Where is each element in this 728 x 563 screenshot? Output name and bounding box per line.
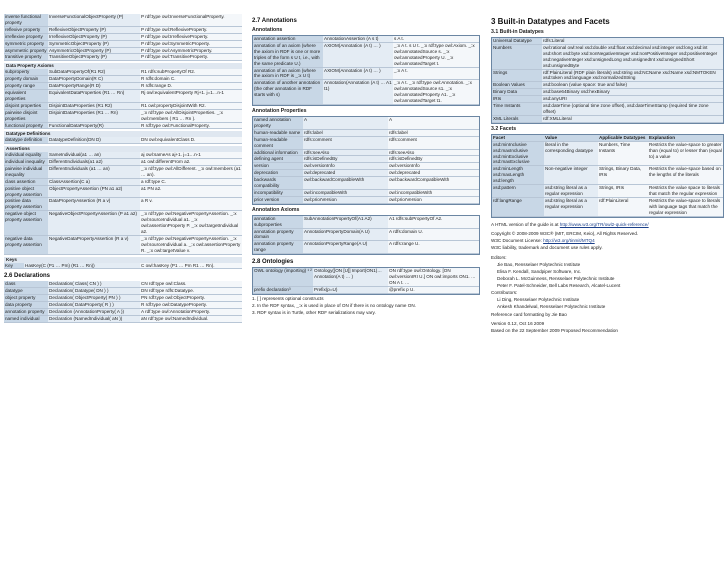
annotation-axiom-row xyxy=(253,241,479,254)
datatype-definition-row-cell-2: DN owl:equivalentClass D. xyxy=(140,137,242,143)
annotation-axiom-row-cell-2: A rdfs:range U. xyxy=(388,241,479,254)
data-property-row-cell-1: DisjointDataProperties (R1 … Rn) xyxy=(48,109,140,122)
data-property-row-cell-0: functional property xyxy=(4,122,48,129)
facet-row xyxy=(492,185,723,198)
assertion-row-cell-0: negative data property assertion xyxy=(4,235,48,254)
annotation-property-row-cell-2: rdfs:isDefinedBy xyxy=(388,156,479,163)
copyright: Copyright © 2008-2009 W3C® (MIT, ERCIM, Keio), All Rights Reserved. xyxy=(491,231,639,237)
annotation-property-row xyxy=(253,196,479,203)
assertion-row xyxy=(4,198,242,211)
object-property-row-cell-0: transitive property xyxy=(4,54,48,61)
facets-title: 3.2 Facets xyxy=(491,125,517,132)
object-property-row-cell-1: TransitiveObjectProperty (P) xyxy=(48,54,140,61)
annotation-row-cell-0: annotation of an axiom (where the axiom in RDF is _:x U t) xyxy=(253,67,323,80)
data-property-row xyxy=(4,83,242,90)
declaration-row-cell-0: annotation property xyxy=(4,309,48,316)
object-property-row xyxy=(4,14,242,26)
facet-row-cell-1: Non-negative integer xyxy=(544,166,598,185)
datatype-definitions-heading: Datatype Definitions xyxy=(4,131,242,137)
declaration-row-cell-1: Declaration (NamedIndividual( aN )) xyxy=(48,315,140,322)
license-note xyxy=(491,238,724,244)
object-property-row-cell-0: asymmetric property xyxy=(5,47,47,53)
facet-row-cell-3: Restricts the value-space to greater than (equal to) or lesser than (equal to) a value xyxy=(648,141,723,166)
annotation-property-row-cell-0: deprecation xyxy=(253,170,303,177)
declaration-row-cell-1: Declaration( ObjectProperty( PN ) ) xyxy=(48,295,140,302)
ontology-row-cell-1: Ontology([ON [U]] Import(ON1)… Annotation(A t) … ) xyxy=(313,268,388,286)
annotation-axiom-row xyxy=(253,216,479,228)
annotation-property-row-cell-1: owl:versionInfo xyxy=(303,163,388,170)
object-property-row-cell-0: inverse functional property xyxy=(4,14,48,26)
assertion-row-cell-0: negative object property assertion xyxy=(4,211,48,236)
datatype-row-cell-1: rdfs:Literal xyxy=(542,38,723,44)
data-property-row-cell-0: pairwise disjoint properties xyxy=(4,109,48,122)
object-property-row xyxy=(4,54,242,61)
assertion-row xyxy=(4,165,242,178)
html-version-link[interactable]: http://www.w3.org/TR/owl2-quick-reference/ xyxy=(559,221,649,227)
facet-row-cell-3: Restricts the value-space to literals with language tags that match the regular expression xyxy=(648,197,723,216)
annotation-property-row-cell-2: rdfs:label xyxy=(388,129,479,136)
contributor-name: Li Ding, Rensselaer Polytechnic Institute xyxy=(497,296,580,302)
facet-row xyxy=(492,141,723,166)
assertion-row-cell-2: a R v. xyxy=(140,198,242,211)
datatype-row xyxy=(492,89,723,96)
facet-row-cell-2: Strings, IRIs xyxy=(598,185,648,198)
facets-box xyxy=(491,134,724,218)
key-row-cell-1: HasKey(C (P1 … Pm) (R1 … Rn)) xyxy=(24,263,140,269)
annotation-property-row-cell-1: A xyxy=(303,117,388,129)
declaration-row-cell-2: PN rdf:type owl:ObjectProperty. xyxy=(140,295,242,302)
annotation-axioms-table xyxy=(253,216,479,254)
declaration-row-cell-1: Declaration( Datatype( DN ) ) xyxy=(48,288,140,295)
data-property-row xyxy=(4,109,242,122)
builtin-datatypes-table xyxy=(492,38,723,123)
declaration-row xyxy=(4,302,242,309)
annotations-box xyxy=(252,35,480,106)
assertion-row-cell-1: DataPropertyAssertion (R a v) xyxy=(48,198,140,211)
ontology-row-cell-2: ON rdf:type owl:Ontology. [ON owl:versionIRI U.] ON owl:imports ON1. … ON A t. … xyxy=(388,268,479,286)
assertion-row-cell-2: a1 owl:differentFrom a2. xyxy=(140,159,242,166)
annotation-property-row xyxy=(253,136,479,149)
assertion-row-cell-0: class assertion xyxy=(4,178,48,185)
annotations-label: Annotations xyxy=(252,27,283,33)
annotation-property-row-cell-1: owl:backwardCompatibleWith xyxy=(303,177,388,190)
html-version-prefix: A HTML version of the guide is at xyxy=(491,221,559,227)
datatype-definition-row-cell-1: DatatypeDefinition(DN D) xyxy=(48,137,140,143)
facets-header-explanation: Explanation xyxy=(648,135,723,141)
datatype-definition-row-cell-0: datatype definition xyxy=(4,137,48,143)
assertion-row-cell-1: NegativeDataPropertyAssertion (R a v) xyxy=(48,235,140,254)
data-property-row-cell-0: disjoint properties xyxy=(4,102,48,109)
facet-row-cell-0: xsd:minLength xsd:maxLength xsd:length xyxy=(492,166,544,185)
object-property-row-cell-2: P rdf:type owl:TransitiveProperty. xyxy=(140,54,242,61)
assertion-row-cell-2: _:x rdf:type owl:AllDifferent. _:x owl:members (a1 … an). xyxy=(141,165,241,177)
annotation-row-cell-2: s A t. xyxy=(393,36,479,42)
facet-row xyxy=(492,197,723,216)
annotation-property-row-cell-1: rdfs:seeAlso xyxy=(303,149,388,156)
keys-heading: Keys xyxy=(4,257,242,263)
annotation-axioms-box xyxy=(252,215,480,255)
annotation-property-row-cell-0: prior version xyxy=(253,196,303,203)
editor-name: Elisa F. Kendall, Sandpiper Software, Inc. xyxy=(497,269,582,274)
datatype-row-cell-0: Numbers xyxy=(492,44,542,69)
data-property-axioms-heading: Data Property Axioms xyxy=(4,63,242,69)
ontology-row-cell-2: @prefix p U. xyxy=(388,286,479,293)
annotation-property-row-cell-2: owl:incompatibleWith xyxy=(388,189,479,196)
datatype-row-cell-0: Universal Datatype xyxy=(492,38,542,44)
facet-row xyxy=(492,166,723,185)
annotation-property-row-cell-1: rdfs:comment xyxy=(303,136,388,149)
data-property-row-cell-2: Rj owl:equivalentProperty Rj+1. j=1…n-1 xyxy=(140,89,242,102)
annotations-table xyxy=(253,36,479,105)
data-property-row-cell-1: DisjointDataProperties (R1 R2) xyxy=(48,102,140,109)
annotation-axiom-row-cell-2: A rdfs:domain U. xyxy=(388,228,479,241)
editors-label: Editors: xyxy=(491,255,507,261)
assertion-row-cell-1: DifferentIndividuals (a1 … an) xyxy=(48,165,140,178)
assertion-row xyxy=(4,178,242,185)
ontologies-section-title: 2.8 Ontologies xyxy=(252,259,294,266)
annotation-axioms-title: Annotation Axioms xyxy=(252,206,300,213)
ontologies-table xyxy=(253,268,479,294)
annotation-property-row-cell-0: human-readable comment xyxy=(253,136,303,149)
datatype-row xyxy=(492,103,723,116)
object-property-row xyxy=(4,26,242,33)
annotation-row xyxy=(253,67,479,80)
declaration-row-cell-1: Declaration( Class( CN ) ) xyxy=(48,281,140,287)
key-row-cell-2: C owl:hasKey (P1 … Pm R1 … Rn). xyxy=(140,263,242,269)
facet-row-cell-0: rdf:langRange xyxy=(492,197,544,216)
datatype-row xyxy=(492,44,723,69)
datatype-row-cell-0: IRIs xyxy=(492,96,542,103)
annotation-axiom-row-cell-0: annotation property range xyxy=(253,241,303,254)
facet-row-cell-3: Restricts the value space to literals that match the regular expression xyxy=(648,185,723,198)
contributor-name: Ankesh Khandelwal, Rensselaer Polytechnic Institute xyxy=(497,303,606,309)
reference-card-credit: Reference card formatting by Jie Bao xyxy=(491,312,567,318)
object-property-row-cell-2: P rdf:type owl:IrreflexiveProperty. xyxy=(140,33,242,40)
declarations-table xyxy=(4,281,242,322)
object-property-row xyxy=(4,47,242,54)
facet-row-cell-0: xsd:pattern xyxy=(492,185,544,198)
annotation-axiom-row-cell-1: AnnotationPropertyRange(A U) xyxy=(303,241,388,254)
annotation-axiom-row-cell-1: AnnotationPropertyDomain(A U) xyxy=(303,228,388,241)
facets-header-value: Value xyxy=(544,135,598,141)
facet-row-cell-3: Restricts the value-space based on the lengths of the literals xyxy=(648,166,723,185)
declaration-row xyxy=(4,315,242,322)
datatype-row-cell-1: rdf:PlainLiteral (RDF plain literals) xsd:string xsd:NCName xsd:Name xsd:NMTOKEN xsd:token xsd:language xsd:normalizedString xyxy=(542,69,723,82)
ontologies-box xyxy=(252,267,480,295)
declaration-row-cell-1: Declaration (AnnotationProperty( A )) xyxy=(48,309,140,316)
liability-note: W3C liability, trademark and document use rules apply. xyxy=(491,245,603,251)
assertion-row-cell-0: individual equality xyxy=(4,152,48,158)
assertion-row xyxy=(4,235,242,254)
data-property-row-cell-1: DataPropertyRange(R D) xyxy=(48,83,140,90)
annotation-property-row-cell-2: A xyxy=(388,117,479,129)
data-property-row-cell-0: property domain xyxy=(4,76,48,83)
annotation-property-row-cell-1: owl:incompatibleWith xyxy=(303,189,388,196)
facet-row-cell-0: xsd:minInclusive xsd:maxInclusive xsd:minExclusive xsd:maxExclusive xyxy=(492,141,544,166)
annotation-property-row-cell-1: rdfs:isDefinedBy xyxy=(303,156,388,163)
data-property-row-cell-2: _:x rdf:type owl:AllDisjointProperties. _:x owl:members ( R1 … Rn ). xyxy=(140,109,242,122)
facet-row-cell-1: literal in the corresponding datatype xyxy=(544,141,598,166)
object-property-row xyxy=(4,40,242,47)
editor-name: Deborah L. McGuinness, Rensselaer Polytechnic Institute xyxy=(497,275,615,281)
annotation-row xyxy=(253,80,479,105)
contributors-list xyxy=(491,297,724,310)
object-property-row-cell-2: P rdf:type owl:InverseFunctionalProperty. xyxy=(140,14,242,26)
object-property-row xyxy=(4,33,242,40)
ontology-row-cell-0: prefix declaration³ xyxy=(253,286,313,293)
datatype-row-cell-1: xsd:boolean (value space: true and false) xyxy=(542,82,723,89)
annotation-axiom-row-cell-0: annotation subproperties xyxy=(253,216,303,228)
object-property-row-cell-1: ReflexiveObjectProperty (P) xyxy=(48,26,140,33)
builtin-datatypes-title: 3.1 Built-in Datatypes xyxy=(491,29,544,35)
datatype-definitions-table xyxy=(4,137,242,144)
assertion-row-cell-0: pairwise individual inequality xyxy=(4,165,48,178)
data-property-row-cell-2: R rdfs:domain C. xyxy=(140,76,242,83)
assertions-heading: Assertions xyxy=(4,146,242,152)
object-property-row-cell-2: P rdf:type owl:AsymmetricProperty. xyxy=(140,47,242,54)
annotation-properties-table xyxy=(253,117,479,204)
data-property-row-cell-0: subproperty xyxy=(4,69,48,75)
data-property-row-cell-1: EquivalentDataProperties (R1 … Rn) xyxy=(48,89,140,102)
column-3 xyxy=(491,14,724,335)
data-property-axioms-table xyxy=(4,69,242,129)
annotation-property-row xyxy=(253,170,479,177)
data-property-row-cell-1: FunctionalDataProperty(R) xyxy=(48,122,140,129)
assertion-row-cell-2: _:x rdf:type owl:NegativePropertyAssertion. _:x owl:sourceIndividual a1. _:x owl:assertionProperty P. _:x owl:targetIndividual a2. xyxy=(140,211,242,236)
object-property-row-cell-1: IrreflexiveObjectProperty (P) xyxy=(48,33,140,40)
assertion-row-cell-2: a1 PN a2. xyxy=(140,185,242,198)
datatype-row xyxy=(492,115,723,122)
declaration-row-cell-0: datatype xyxy=(4,288,48,295)
key-row xyxy=(4,263,242,269)
assertion-row xyxy=(4,159,242,166)
assertion-row-cell-0: individual inequality xyxy=(4,159,48,166)
datatype-row-cell-0: XML Literals xyxy=(492,115,542,122)
based-on-note: Based on the 22 September 2009 Proposed Recommendation xyxy=(491,328,618,334)
annotation-row-cell-1: AnnotationAssertion (A s t) xyxy=(323,36,393,42)
assertion-row xyxy=(4,211,242,236)
object-property-row-cell-0: reflexive property xyxy=(4,26,48,33)
declarations-title: 2.6 Declarations xyxy=(4,273,51,280)
annotation-axiom-row xyxy=(253,228,479,241)
assertion-row xyxy=(4,185,242,198)
declaration-row-cell-0: data property xyxy=(4,302,48,309)
datatype-row-cell-0: Binary Data xyxy=(492,89,542,96)
data-property-row-cell-1: SubDataPropertyOf(R1 R2) xyxy=(48,69,140,75)
declaration-row-cell-2: R rdf:type owl:DatatypeProperty. xyxy=(140,302,242,309)
annotation-row-cell-2: _:x A t. s U t. _:x rdf:type owl:Axiom. _:x owl:annotatedSource s. _:x owl:annotatedProperty U. _:x owl:annotatedTarget t. xyxy=(393,42,479,67)
datatype-row-cell-1: xsd:dateTime (optional time zone offset), xsd:dateTimeStamp (required time zone offset) xyxy=(542,103,723,116)
declaration-row-cell-1: Declaration( DataProperty( R ) ) xyxy=(48,302,140,309)
declaration-row-cell-0: named individual xyxy=(4,315,48,322)
object-property-row-cell-2: P rdf:type owl:ReflexiveProperty. xyxy=(140,26,242,33)
assertion-row-cell-1: DifferentIndividuals(a1 a2) xyxy=(48,159,140,166)
annotation-property-row-cell-2: owl:versionInfo xyxy=(388,163,479,170)
ontology-row xyxy=(253,268,479,286)
assertion-row-cell-2: aj owl:sameAs aj+1. j=1…n-1 xyxy=(140,152,242,158)
assertions-table xyxy=(4,152,242,255)
declaration-row xyxy=(4,295,242,302)
license-link[interactable]: http://w3.org/tinmit/MTQ4 xyxy=(543,238,595,244)
editors-list xyxy=(491,262,724,289)
annotation-row-cell-2: _:x A t. _:x rdf:type owl:Annotation. _:x owl:annotatedSource s1. _:x owl:annotatedProperty A1. _:x owl:annotatedTarget t1. xyxy=(393,80,479,105)
datatype-row xyxy=(492,82,723,89)
facet-row-cell-2: rdf:PlainLiteral xyxy=(598,197,648,216)
object-property-characteristics-table xyxy=(4,14,242,61)
annotation-property-row-cell-0: defining agent xyxy=(253,156,303,163)
annotation-property-row xyxy=(253,189,479,196)
assertion-row-cell-2: a rdf:type C. xyxy=(140,178,242,185)
object-property-row-cell-2: P rdf:type owl:SymmetricProperty. xyxy=(140,40,242,47)
annotation-property-row-cell-2: owl:deprecated xyxy=(388,170,479,177)
annotations-section-title: 2.7 Annotations xyxy=(252,18,297,24)
data-property-row xyxy=(4,122,242,129)
datatype-row-cell-1: rdf:XMLLiteral xyxy=(542,115,723,122)
annotation-property-row-cell-0: named annotation property xyxy=(253,117,303,129)
footnotes xyxy=(252,296,480,316)
contributors-label: Contributors: xyxy=(491,289,518,295)
data-property-row xyxy=(4,76,242,83)
annotation-property-row xyxy=(253,177,479,190)
annotation-row-cell-1: Annotation(Annotation (A t) … A1 t1) xyxy=(323,80,393,105)
annotation-property-row-cell-2: owl:priorVersion xyxy=(388,196,479,203)
datatype-definition-row xyxy=(4,137,242,143)
license-prefix: W3C Document License: xyxy=(491,238,542,244)
data-property-row-cell-2: R1 rdfs:subPropertyOf R2. xyxy=(140,69,242,75)
datatype-row-cell-0: Boolean Values xyxy=(492,82,542,89)
annotation-properties-box xyxy=(252,116,480,205)
footnote: 1. [ ] represents optional constructs xyxy=(252,295,324,301)
annotation-property-row-cell-2: rdfs:seeAlso xyxy=(388,149,479,156)
data-property-row xyxy=(4,89,242,102)
column-1 xyxy=(4,14,242,323)
facet-row-cell-1: xsd:string literal as a regular expression xyxy=(544,197,598,216)
data-property-row-cell-0: equivalent properties xyxy=(4,89,48,102)
footnote: 2. In the RDF syntax, _:x is used in place of ON if there is no ontology name ON. xyxy=(252,302,416,308)
facets-header-facet: Facet xyxy=(492,135,544,141)
annotation-axiom-row-cell-2: A1 rdfs:subPropertyOf A2. xyxy=(388,216,479,228)
data-property-row xyxy=(4,102,242,109)
declaration-row-cell-0: class xyxy=(4,281,48,287)
annotation-property-row-cell-1: owl:deprecated xyxy=(303,170,388,177)
keys-table xyxy=(4,263,242,270)
facet-row-cell-2: Numbers, Time Instants xyxy=(598,141,648,166)
annotation-property-row-cell-2: owl:backwardCompatibleWith xyxy=(388,177,479,190)
ontology-row-cell-0: OWL ontology (importing) ¹ ² xyxy=(253,268,313,286)
datatype-row-cell-0: Time Instants xyxy=(492,103,542,116)
object-property-row-cell-1: InverseFunctionalObjectProperty (P) xyxy=(48,14,140,26)
annotation-property-row-cell-0: incompatibility xyxy=(253,189,303,196)
declaration-row xyxy=(4,309,242,316)
annotation-axiom-row-cell-1: SubAnnotationPropertyOf(A1 A2) xyxy=(303,216,388,228)
annotation-property-row xyxy=(253,149,479,156)
declaration-row-cell-2: DN rdf:type rdfs:Datatype. xyxy=(140,288,242,295)
editor-name: Jie Bao, Rensselaer Polytechnic Institute xyxy=(497,262,581,268)
assertion-row-cell-0: positive data property assertion xyxy=(4,198,48,211)
facets-header-datatypes: Applicable Datatypes xyxy=(598,135,648,141)
datatype-row-cell-0: Strings xyxy=(492,69,542,82)
annotation-property-row-cell-0: human-readable name xyxy=(253,129,303,136)
datatype-row xyxy=(492,96,723,103)
data-property-row-cell-2: R1 owl:propertyDisjointWith R2. xyxy=(140,102,242,109)
annotation-axiom-row-cell-0: annotation property domain xyxy=(253,228,303,241)
assertion-row-cell-2: _:x rdf:type owl:NegativePropertyAssertion. _:x owl:sourceIndividual a. _:x owl:assertionProperty R. _:x owl:targetValue v. xyxy=(141,235,241,253)
annotation-row-cell-1: AXIOM(Annotation (A t) … ) xyxy=(323,67,393,80)
declaration-row-cell-2: A rdf:type owl:AnnotationProperty. xyxy=(140,309,242,316)
assertion-row-cell-1: ClassAssertion(C a) xyxy=(48,178,140,185)
declaration-row-cell-0: object property xyxy=(4,295,48,302)
declaration-row xyxy=(4,288,242,295)
annotation-property-row-cell-1: owl:priorVersion xyxy=(303,196,388,203)
facets-table xyxy=(492,135,723,217)
data-property-row-cell-2: R rdfs:range D. xyxy=(140,83,242,90)
footnote: 3. RDF syntax is in Turtle, other RDF serializations may vary. xyxy=(252,309,376,315)
annotation-property-row xyxy=(253,156,479,163)
datatype-row-cell-1: xsd:base64Binary xsd:hexBinary xyxy=(542,89,723,96)
facet-row-cell-1: xsd:string literal as a regular expression xyxy=(544,185,598,198)
annotation-row-cell-2: _:x A t. xyxy=(393,67,479,80)
assertion-row-cell-1: SameIndividual(a1 … an) xyxy=(48,152,140,158)
object-property-row-cell-1: SymmetricObjectProperty (P) xyxy=(48,40,140,47)
column-2 xyxy=(252,14,480,317)
facet-row-cell-2: Strings, Binary Data, IRIs xyxy=(598,166,648,185)
annotation-property-row xyxy=(253,117,479,129)
declaration-row-cell-2: aN rdf:type owl:NamedIndividual. xyxy=(140,315,242,322)
data-property-row-cell-0: property range xyxy=(4,83,48,90)
version-note: Version 0.12, Oct 16 2009 xyxy=(491,321,545,327)
annotation-row-cell-1: AXIOM(Annotation (A t) … ) xyxy=(323,42,393,67)
assertion-row-cell-1: ObjectPropertyAssertion (PN a1 a2) xyxy=(48,185,140,198)
datatypes-facets-title: 3 Built-in Datatypes and Facets xyxy=(491,17,610,26)
annotation-property-row-cell-0: version xyxy=(253,163,303,170)
declaration-row-cell-2: CN rdf:type owl:Class. xyxy=(140,281,242,287)
html-version-note xyxy=(491,222,724,228)
annotation-row-cell-0: annotation of an axiom (where the axiom in RDF is one or more triples of the form s U t, i.e., with the same predicate U.) xyxy=(253,42,323,67)
object-property-row-cell-1: AsymmetricObjectProperty (P) xyxy=(48,47,140,54)
annotation-property-row-cell-0: backwards compatibility xyxy=(253,177,303,190)
assertion-row-cell-1: NegativeObjectPropertyAssertion (P a1 a2) xyxy=(48,211,140,236)
annotation-property-row xyxy=(253,163,479,170)
annotation-property-row xyxy=(253,129,479,136)
object-property-row-cell-0: symmetric property xyxy=(4,40,48,47)
ontology-row xyxy=(253,286,479,293)
object-property-row-cell-0: irreflexive property xyxy=(4,33,48,40)
annotation-row xyxy=(253,42,479,67)
data-property-row-cell-1: DataPropertyDomain(R C) xyxy=(48,76,140,83)
builtin-datatypes-box xyxy=(491,37,724,124)
annotation-property-row-cell-2: rdfs:comment xyxy=(388,136,479,149)
assertion-row-cell-0: positive object property assertion xyxy=(4,185,48,198)
annotation-properties-title: Annotation Properties xyxy=(252,107,307,114)
annotation-row-cell-0: annotation of another annotation (the other annotation in RDF starts with s) xyxy=(253,80,323,105)
annotation-row-cell-0: annotation assertion xyxy=(253,36,323,42)
datatype-row-cell-1: xsd:anyURI xyxy=(542,96,723,103)
datatype-row-cell-1: owl:rational owl:real xsd:double xsd:float xsd:decimal xsd:integer xsd:long xsd:int xsd:short xsd:byte xsd:nonNegativeInteger xsd:nonPositiveInteger xsd:positiveInteger xsd:negativeInteger xsd:unsignedLong xsd:unsignedInt xsd:unsignedShort xsd:unsignedByte xyxy=(542,44,723,69)
annotation-property-row-cell-0: additional information xyxy=(253,149,303,156)
editor-name: Peter F. Patel-Schneider, Bell Labs Research, Alcatel-Lucent xyxy=(497,282,621,288)
datatype-row xyxy=(492,69,723,82)
data-property-row-cell-2: R rdf:type owl:FunctionalProperty. xyxy=(140,122,242,129)
key-row-cell-0: Key xyxy=(4,263,24,269)
ontology-row-cell-1: Prefix(p=U) xyxy=(313,286,388,293)
annotation-property-row-cell-1: rdfs:label xyxy=(303,129,388,136)
